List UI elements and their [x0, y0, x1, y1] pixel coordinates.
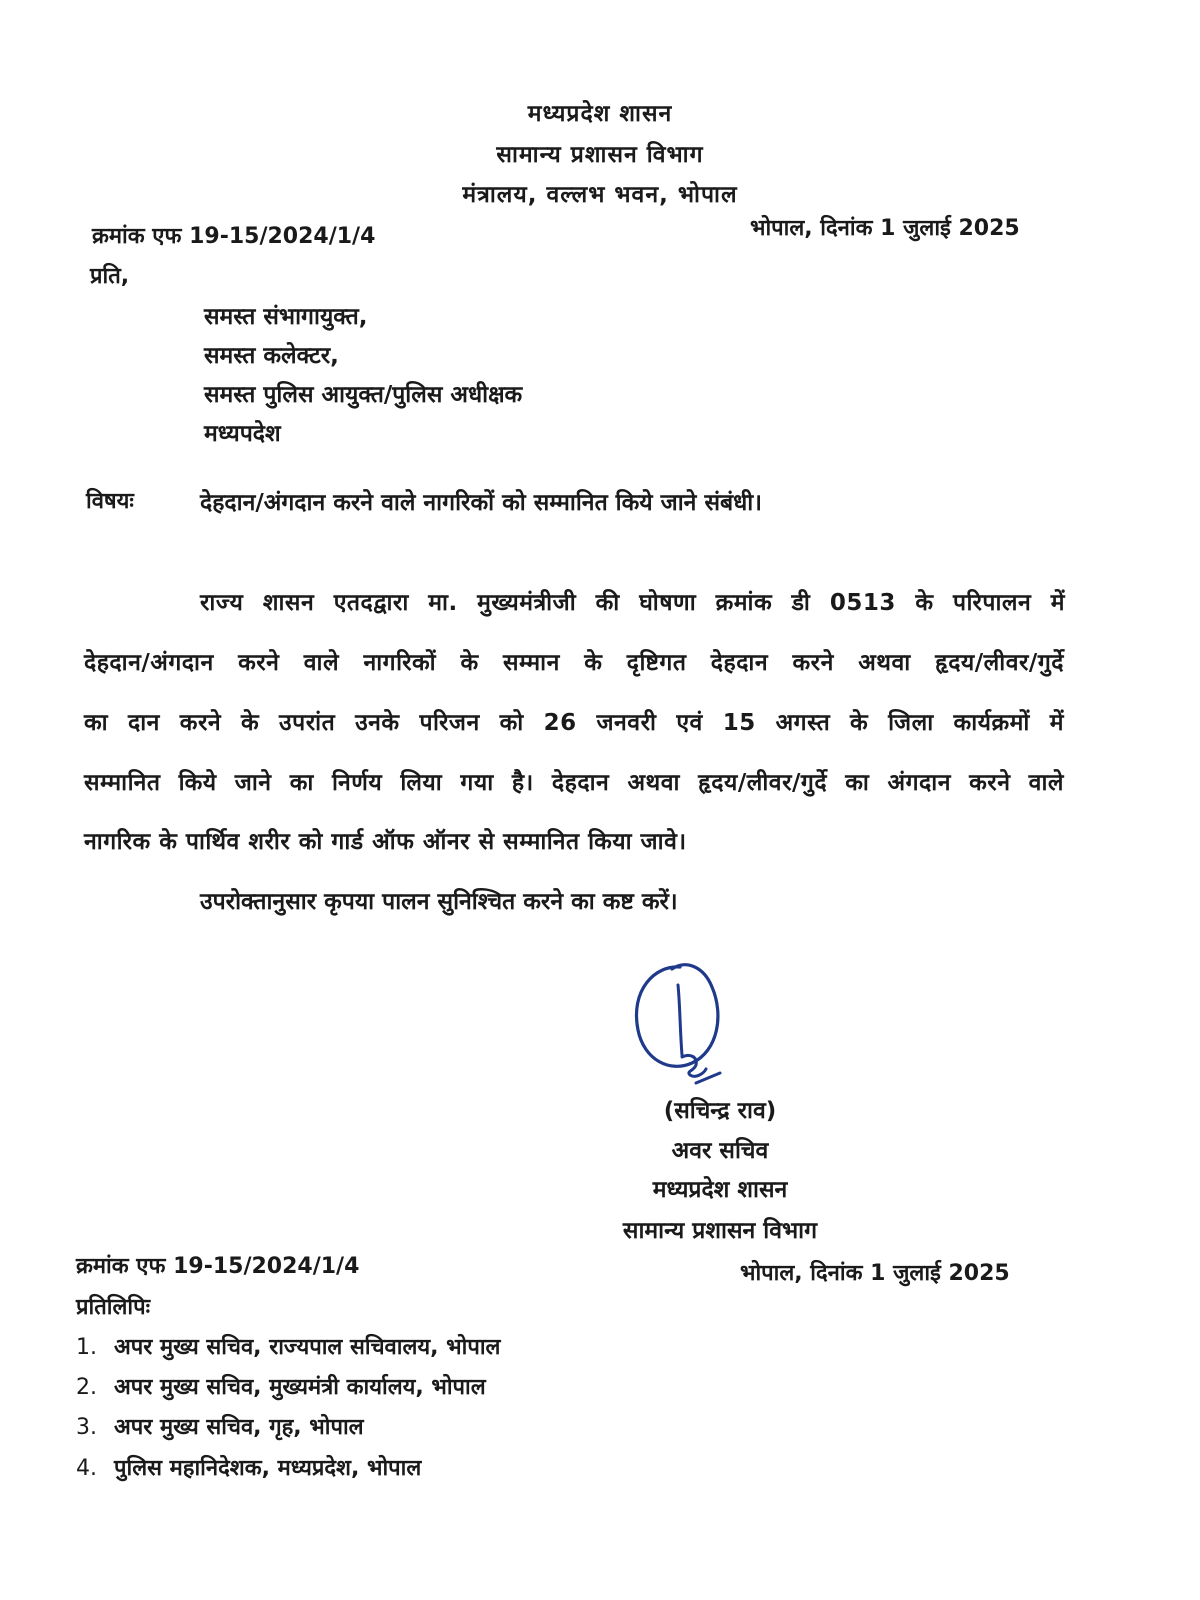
header-state: मध्यप्रदेश शासन — [527, 101, 673, 127]
body-line: नागरिक के पार्थिव शरीर को गार्ड ऑफ ऑनर से सम्मानित किया जावे। — [84, 829, 687, 855]
recipient: समस्त पुलिस आयुक्त/पुलिस अधीक्षक — [204, 382, 523, 408]
list-item — [76, 1371, 486, 1401]
recipient: समस्त कलेक्टर, — [204, 343, 339, 369]
list-item-number: 2. — [76, 1375, 97, 1400]
list-item — [76, 1411, 364, 1441]
subject-label: विषयः — [86, 489, 134, 514]
list-item-number: 4. — [76, 1456, 97, 1481]
copy-date: भोपाल, दिनांक 1 जुलाई 2025 — [740, 1261, 1010, 1286]
signatory-office: मध्यप्रदेश शासन — [652, 1177, 788, 1203]
list-item-text: अपर मुख्य सचिव, राज्यपाल सचिवालय, भोपाल — [114, 1335, 501, 1360]
recipient: मध्यपदेश — [204, 421, 281, 447]
list-item-text: अपर मुख्य सचिव, गृह, भोपाल — [114, 1415, 364, 1440]
header-department: सामान्य प्रशासन विभाग — [496, 142, 704, 168]
list-item-text: पुलिस महानिदेशक, मध्यप्रदेश, भोपाल — [114, 1456, 422, 1481]
list-item-number: 1. — [76, 1335, 97, 1360]
list-item-text: अपर मुख्य सचिव, मुख्यमंत्री कार्यालय, भोपाल — [114, 1375, 486, 1400]
header-address: मंत्रालय, वल्लभ भवन, भोपाल — [462, 182, 738, 208]
signatory-name: (सचिन्द्र राव) — [663, 1098, 777, 1124]
copy-label: प्रतिलिपिः — [76, 1295, 151, 1320]
recipient: समस्त संभागायुक्त, — [204, 304, 368, 330]
body-line: देहदान/अंगदान करने वाले नागरिकों के सम्मान के दृष्टिगत देहदान करने अथवा हृदय/लीवर/गुर्दे — [84, 650, 1064, 676]
body-line: सम्मानित किये जाने का निर्णय लिया गया है। देहदान अथवा हृदय/लीवर/गुर्दे का अंगदान करने वाले — [84, 770, 1064, 796]
signatory-department: सामान्य प्रशासन विभाग — [622, 1218, 818, 1244]
copy-reference-number: क्रमांक एफ 19-15/2024/1/4 — [76, 1254, 360, 1279]
body-line: का दान करने के उपरांत उनके परिजन को 26 जनवरी एवं 15 अगस्त के जिला कार्यक्रमों में — [84, 710, 1064, 736]
body-line: राज्य शासन एतदद्वारा मा. मुख्यमंत्रीजी की घोषणा क्रमांक डी 0513 के परिपालन में — [200, 590, 1065, 616]
handwritten-signature — [620, 945, 760, 1105]
to-label: प्रति, — [90, 264, 130, 289]
subject-text: देहदान/अंगदान करने वाले नागरिकों को सम्मानित किये जाने संबंधी। — [200, 490, 762, 516]
list-item — [76, 1331, 500, 1361]
list-item-number: 3. — [76, 1415, 97, 1440]
list-item — [76, 1452, 421, 1482]
issue-date: भोपाल, दिनांक 1 जुलाई 2025 — [750, 216, 1020, 241]
reference-number: क्रमांक एफ 19-15/2024/1/4 — [92, 224, 376, 249]
signatory-designation: अवर सचिव — [671, 1138, 769, 1164]
closing-line: उपरोक्तानुसार कृपया पालन सुनिश्चित करने का कष्ट करें। — [200, 889, 678, 915]
